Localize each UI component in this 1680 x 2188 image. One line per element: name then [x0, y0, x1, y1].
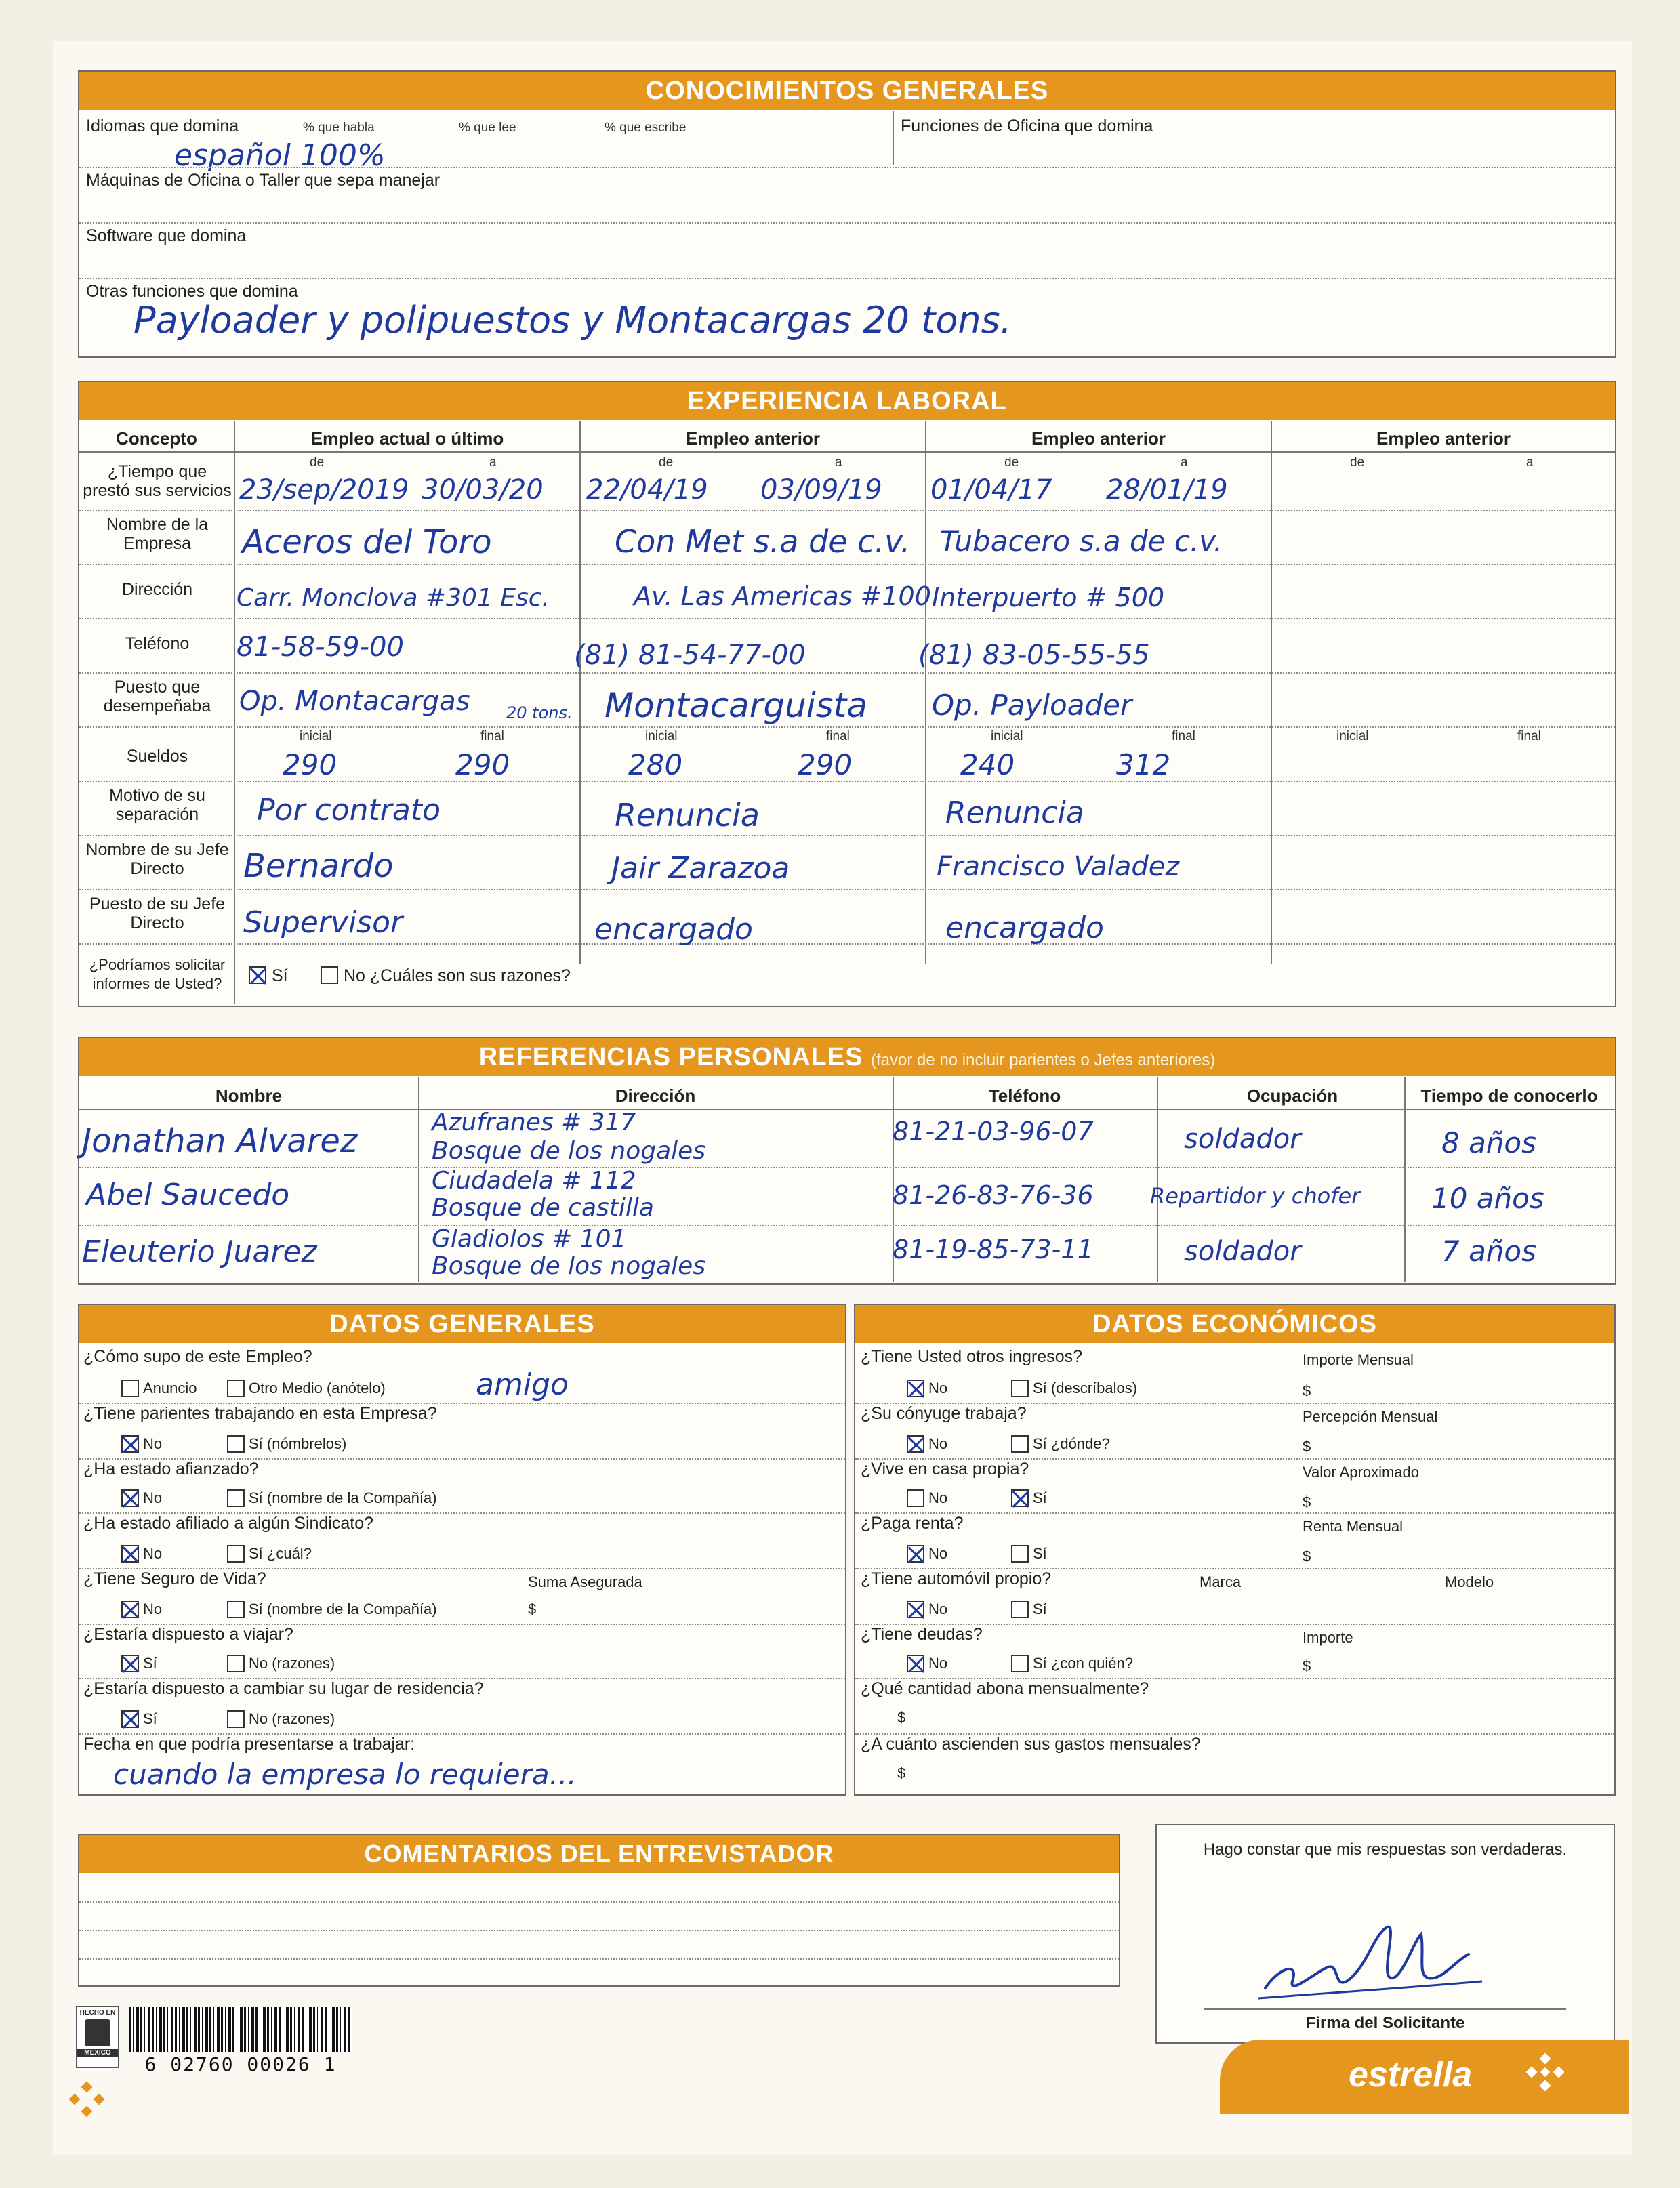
- sindicato-si-checkbox[interactable]: [227, 1545, 245, 1563]
- ingresos-si-checkbox[interactable]: [1011, 1380, 1029, 1397]
- ref1-ocupacion[interactable]: soldador: [1184, 1123, 1301, 1155]
- renta-mensual-label: Renta Mensual: [1303, 1518, 1403, 1535]
- renta-si-checkbox[interactable]: [1011, 1545, 1029, 1563]
- software-label: Software que domina: [86, 226, 247, 245]
- ref2-ocupacion[interactable]: Repartidor y chofer: [1150, 1183, 1361, 1209]
- modelo-label: Modelo: [1445, 1573, 1494, 1590]
- job3-sueldo-final[interactable]: 312: [1116, 748, 1171, 781]
- q-seguro-vida: ¿Tiene Seguro de Vida?: [83, 1569, 266, 1588]
- importe-label: Importe: [1303, 1629, 1353, 1646]
- row-nombre-empresa-label: Nombre de la Empresa: [106, 515, 209, 553]
- q-cambiar-residencia: ¿Estaría dispuesto a cambiar su lugar de residencia?: [83, 1679, 484, 1698]
- row-sueldos-label: Sueldos: [126, 747, 188, 766]
- barcode-number: 6 02760 00026 1: [144, 2053, 337, 2076]
- ref-col-telefono: Teléfono: [988, 1086, 1061, 1106]
- datos-economicos-header: DATOS ECONÓMICOS: [855, 1305, 1614, 1343]
- job2-empresa[interactable]: Con Met s.a de c.v.: [615, 523, 911, 560]
- job2-jefe[interactable]: Jair Zarazoa: [611, 851, 790, 886]
- star-ornament-icon: [68, 2080, 106, 2118]
- idiomas-value[interactable]: español 100%: [174, 138, 386, 173]
- signature-scribble[interactable]: [1252, 1914, 1496, 2008]
- anuncio-checkbox[interactable]: [121, 1380, 139, 1397]
- job1-direccion[interactable]: Carr. Monclova #301 Esc.: [237, 584, 550, 612]
- ref3-ocupacion[interactable]: soldador: [1184, 1236, 1301, 1267]
- informes-si-label: Sí: [272, 966, 288, 985]
- ref1-tiempo[interactable]: 8 años: [1441, 1126, 1537, 1159]
- referencias-section: [78, 1037, 1616, 1285]
- auto-no-label: No: [928, 1601, 948, 1617]
- final-label-1: final: [480, 729, 504, 743]
- parientes-si-label: Sí (nómbrelos): [249, 1435, 347, 1452]
- informes-si-checkbox[interactable]: [249, 966, 266, 984]
- renta-no-checkbox[interactable]: [907, 1545, 924, 1563]
- job1-puesto-jefe[interactable]: Supervisor: [243, 905, 403, 940]
- q-afianzado: ¿Ha estado afianzado?: [83, 1460, 259, 1479]
- q-abona-mensual: ¿Qué cantidad abona mensualmente?: [861, 1679, 1149, 1698]
- experiencia-section: [78, 381, 1616, 1007]
- marca-label: Marca: [1200, 1573, 1242, 1590]
- row-puesto-jefe-label: Puesto de su Jefe Directo: [89, 894, 226, 932]
- ref2-telefono[interactable]: 81-26-83-76-36: [893, 1180, 1094, 1210]
- datos-generales-header: DATOS GENERALES: [79, 1305, 845, 1343]
- q-fecha-presentarse: Fecha en que podría presentarse a trabajar:: [83, 1735, 415, 1754]
- ref2-dir2[interactable]: Bosque de castilla: [432, 1194, 654, 1222]
- firma-solicitante-label: Firma del Solicitante: [1305, 2014, 1465, 2032]
- residencia-si-label: Sí: [143, 1710, 157, 1727]
- datos-generales-section: [78, 1304, 846, 1796]
- a-label-4: a: [1526, 455, 1534, 470]
- row-informes-label: ¿Podríamos solicitar informes de Usted?: [89, 956, 226, 992]
- afianzado-no-label: No: [143, 1489, 163, 1506]
- deudas-no-label: No: [928, 1655, 948, 1672]
- job1-de[interactable]: 23/sep/2019: [239, 474, 409, 505]
- conocimientos-header: CONOCIMIENTOS GENERALES: [79, 72, 1615, 110]
- ref1-dir1[interactable]: Azufranes # 317: [432, 1109, 636, 1136]
- job1-empresa[interactable]: Aceros del Toro: [242, 523, 492, 561]
- ref2-tiempo[interactable]: 10 años: [1431, 1182, 1544, 1215]
- renta-dollar: $: [1303, 1548, 1311, 1565]
- row-jefe-label: Nombre de su Jefe Directo: [85, 840, 229, 878]
- hecho-en-mexico-seal: [76, 2006, 119, 2068]
- viajar-no-checkbox[interactable]: [227, 1655, 245, 1672]
- job2-sueldo-inicial[interactable]: 280: [628, 748, 683, 781]
- de-label-1: de: [310, 455, 325, 470]
- job2-a[interactable]: 03/09/19: [760, 474, 882, 505]
- deudas-dollar: $: [1303, 1657, 1311, 1674]
- comentarios-section: [78, 1834, 1120, 1987]
- sindicato-no-checkbox[interactable]: [121, 1545, 139, 1563]
- conyuge-no-label: No: [928, 1435, 948, 1452]
- job3-motivo[interactable]: Renuncia: [945, 796, 1084, 830]
- job1-puesto[interactable]: Op. Montacargas: [239, 686, 470, 717]
- job3-puesto[interactable]: Op. Payloader: [932, 688, 1132, 722]
- afianzado-si-checkbox[interactable]: [227, 1489, 245, 1507]
- job3-telefono[interactable]: (81) 83-05-55-55: [918, 640, 1150, 671]
- firma-section: [1155, 1824, 1615, 2044]
- job3-de[interactable]: 01/04/17: [930, 474, 1052, 505]
- otras-funciones-label: Otras funciones que domina: [86, 282, 298, 301]
- ingresos-no-label: No: [928, 1380, 948, 1397]
- job3-a[interactable]: 28/01/19: [1106, 474, 1228, 505]
- seal-icon: [85, 2019, 110, 2046]
- seguro-si-label: Sí (nombre de la Compañía): [249, 1601, 437, 1617]
- q-conyuge-trabaja: ¿Su cónyuge trabaja?: [861, 1404, 1027, 1423]
- q-parientes: ¿Tiene parientes trabajando en esta Empresa?: [83, 1404, 437, 1423]
- conyuge-si-checkbox[interactable]: [1011, 1435, 1029, 1453]
- importe-mensual-label: Importe Mensual: [1303, 1351, 1414, 1368]
- parientes-no-label: No: [143, 1435, 163, 1452]
- residencia-no-checkbox[interactable]: [227, 1710, 245, 1728]
- col-empleo-actual: Empleo actual o último: [310, 428, 504, 449]
- job2-puesto-jefe[interactable]: encargado: [594, 912, 753, 947]
- final-label-3: final: [1172, 729, 1195, 743]
- ref2-dir1[interactable]: Ciudadela # 112: [432, 1167, 636, 1195]
- a-label-2: a: [835, 455, 842, 470]
- row-puesto-label: Puesto que desempeñaba: [103, 678, 211, 716]
- row-tiempo-label: ¿Tiempo que prestó sus servicios: [83, 462, 232, 500]
- viajar-no-label: No (razones): [249, 1655, 335, 1672]
- seguro-si-checkbox[interactable]: [227, 1601, 245, 1618]
- auto-no-checkbox[interactable]: [907, 1601, 924, 1618]
- experiencia-header: EXPERIENCIA LABORAL: [79, 382, 1615, 420]
- final-label-4: final: [1517, 729, 1541, 743]
- parientes-si-checkbox[interactable]: [227, 1435, 245, 1453]
- residencia-si-checkbox[interactable]: [121, 1710, 139, 1728]
- ref1-nombre[interactable]: Jonathan Alvarez: [82, 1122, 358, 1160]
- q-deudas: ¿Tiene deudas?: [861, 1625, 983, 1644]
- hago-constar-text: Hago constar que mis respuestas son verdaderas.: [1203, 1840, 1568, 1859]
- conyuge-si-label: Sí ¿dónde?: [1033, 1435, 1110, 1452]
- ref3-dir2[interactable]: Bosque de los nogales: [432, 1252, 706, 1280]
- ingresos-no-checkbox[interactable]: [907, 1380, 924, 1397]
- a-label-3: a: [1181, 455, 1188, 470]
- referencias-title: REFERENCIAS PERSONALES: [478, 1043, 863, 1071]
- row-motivo-label: Motivo de su separación: [109, 786, 205, 824]
- q-como-supo: ¿Cómo supo de este Empleo?: [83, 1347, 312, 1366]
- referencias-header: [79, 1038, 1615, 1076]
- ref-col-nombre: Nombre: [215, 1086, 283, 1106]
- ref-col-direccion: Dirección: [615, 1086, 696, 1106]
- ref3-nombre[interactable]: Eleuterio Juarez: [82, 1235, 317, 1269]
- job3-sueldo-inicial[interactable]: 240: [960, 748, 1015, 781]
- comentarios-area[interactable]: [79, 1874, 1119, 1985]
- auto-si-label: Sí: [1033, 1601, 1047, 1617]
- renta-si-label: Sí: [1033, 1545, 1047, 1562]
- job2-telefono[interactable]: (81) 81-54-77-00: [574, 640, 806, 671]
- col-empleo-anterior-2: Empleo anterior: [1031, 428, 1166, 449]
- ingresos-dollar: $: [1303, 1382, 1311, 1399]
- job1-motivo[interactable]: Por contrato: [257, 793, 441, 827]
- comentarios-header: COMENTARIOS DEL ENTREVISTADOR: [79, 1835, 1119, 1873]
- datos-economicos-section: [854, 1304, 1616, 1796]
- afianzado-no-checkbox[interactable]: [121, 1489, 139, 1507]
- funciones-oficina-label: Funciones de Oficina que domina: [901, 117, 1153, 136]
- row-direccion-label: Dirección: [121, 580, 193, 599]
- idiomas-label: Idiomas que domina: [86, 117, 239, 136]
- barcode: [129, 2007, 352, 2052]
- job2-puesto[interactable]: Montacarguista: [605, 686, 867, 725]
- otro-medio-value[interactable]: amigo: [476, 1367, 569, 1402]
- ref3-tiempo[interactable]: 7 años: [1441, 1235, 1537, 1268]
- job3-jefe[interactable]: Francisco Valadez: [937, 851, 1180, 882]
- de-label-3: de: [1004, 455, 1019, 470]
- a-label-1: a: [489, 455, 497, 470]
- inicial-label-1: inicial: [300, 729, 332, 743]
- ref1-telefono[interactable]: 81-21-03-96-07: [893, 1117, 1094, 1147]
- job1-sueldo-final[interactable]: 290: [455, 748, 510, 781]
- row-telefono-label: Teléfono: [125, 634, 190, 653]
- abona-dollar: $: [897, 1709, 906, 1726]
- pct-escribe-label: % que escribe: [605, 121, 687, 135]
- job2-motivo[interactable]: Renuncia: [615, 797, 760, 833]
- conocimientos-section: [78, 70, 1616, 358]
- q-sindicato: ¿Ha estado afiliado a algún Sindicato?: [83, 1514, 374, 1533]
- inicial-label-4: inicial: [1336, 729, 1369, 743]
- ref2-nombre[interactable]: Abel Saucedo: [86, 1178, 290, 1212]
- parientes-no-checkbox[interactable]: [121, 1435, 139, 1453]
- referencias-note: (favor de no incluir parientes o Jefes anteriores): [871, 1051, 1216, 1069]
- job3-puesto-jefe[interactable]: encargado: [945, 911, 1104, 945]
- hecho-en-label: HECHO EN: [79, 2009, 116, 2017]
- deudas-si-checkbox[interactable]: [1011, 1655, 1029, 1672]
- q-paga-renta: ¿Paga renta?: [861, 1514, 964, 1533]
- col-concepto: Concepto: [116, 428, 197, 449]
- q-automovil: ¿Tiene automóvil propio?: [861, 1569, 1052, 1588]
- casa-no-label: No: [928, 1489, 948, 1506]
- viajar-si-checkbox[interactable]: [121, 1655, 139, 1672]
- ingresos-si-label: Sí (descríbalos): [1033, 1380, 1138, 1397]
- job1-jefe[interactable]: Bernardo: [243, 847, 394, 885]
- suma-asegurada-label: Suma Asegurada: [528, 1573, 642, 1590]
- de-label-2: de: [659, 455, 674, 470]
- mexico-label: MÉXICO: [77, 2049, 118, 2057]
- seguro-no-checkbox[interactable]: [121, 1601, 139, 1618]
- sindicato-no-label: No: [143, 1545, 163, 1562]
- percepcion-dollar: $: [1303, 1438, 1311, 1455]
- job2-direccion[interactable]: Av. Las Americas #100: [634, 581, 931, 611]
- q-viajar: ¿Estaría dispuesto a viajar?: [83, 1625, 293, 1644]
- otras-funciones-value[interactable]: Payloader y polipuestos y Montacargas 20 tons.: [134, 299, 1012, 342]
- casa-si-label: Sí: [1033, 1489, 1047, 1506]
- anuncio-label: Anuncio: [143, 1380, 197, 1397]
- fecha-presentarse-value[interactable]: cuando la empresa lo requiera...: [113, 1758, 577, 1791]
- job3-empresa[interactable]: Tubacero s.a de c.v.: [940, 524, 1223, 558]
- col-empleo-anterior-3: Empleo anterior: [1376, 428, 1511, 449]
- gastos-dollar: $: [897, 1764, 906, 1781]
- otro-medio-label: Otro Medio (anótelo): [249, 1380, 386, 1397]
- job2-sueldo-final[interactable]: 290: [798, 748, 853, 781]
- informes-no-label: No ¿Cuáles son sus razones?: [344, 966, 571, 985]
- sindicato-si-label: Sí ¿cuál?: [249, 1545, 312, 1562]
- job1-a[interactable]: 30/03/20: [422, 474, 544, 505]
- residencia-no-label: No (razones): [249, 1710, 335, 1727]
- job3-direccion[interactable]: Interpuerto # 500: [932, 583, 1165, 613]
- q-gastos-mensuales: ¿A cuánto ascienden sus gastos mensuales?: [861, 1735, 1201, 1754]
- afianzado-si-label: Sí (nombre de la Compañía): [249, 1489, 437, 1506]
- brand-logo: estrella: [1349, 2055, 1473, 2094]
- q-casa-propia: ¿Vive en casa propia?: [861, 1460, 1029, 1479]
- casa-no-checkbox[interactable]: [907, 1489, 924, 1507]
- ref3-dir1[interactable]: Gladiolos # 101: [432, 1225, 627, 1253]
- job2-de[interactable]: 22/04/19: [586, 474, 708, 505]
- deudas-si-label: Sí ¿con quién?: [1033, 1655, 1133, 1672]
- valor-dollar: $: [1303, 1493, 1311, 1510]
- percepcion-mensual-label: Percepción Mensual: [1303, 1408, 1438, 1425]
- maquinas-label: Máquinas de Oficina o Taller que sepa manejar: [86, 171, 441, 190]
- job1-puesto-extra[interactable]: 20 tons.: [506, 703, 573, 722]
- pct-habla-label: % que habla: [303, 121, 375, 135]
- job1-telefono[interactable]: 81-58-59-00: [237, 632, 404, 663]
- job1-sueldo-inicial[interactable]: 290: [283, 748, 337, 781]
- q-otros-ingresos: ¿Tiene Usted otros ingresos?: [861, 1347, 1083, 1366]
- suma-dollar: $: [528, 1601, 537, 1617]
- ref-col-ocupacion: Ocupación: [1246, 1086, 1338, 1106]
- pct-lee-label: % que lee: [459, 121, 516, 135]
- casa-si-checkbox[interactable]: [1011, 1489, 1029, 1507]
- informes-no-checkbox[interactable]: [321, 966, 338, 984]
- col-empleo-anterior-1: Empleo anterior: [686, 428, 820, 449]
- otro-medio-checkbox[interactable]: [227, 1380, 245, 1397]
- valor-aproximado-label: Valor Aproximado: [1303, 1464, 1420, 1481]
- ref-col-tiempo: Tiempo de conocerlo: [1420, 1086, 1598, 1106]
- renta-no-label: No: [928, 1545, 948, 1562]
- deudas-no-checkbox[interactable]: [907, 1655, 924, 1672]
- inicial-label-3: inicial: [991, 729, 1023, 743]
- de-label-4: de: [1350, 455, 1365, 470]
- brand-star-icon: [1525, 2052, 1565, 2092]
- ref1-dir2[interactable]: Bosque de los nogales: [432, 1137, 706, 1165]
- conyuge-no-checkbox[interactable]: [907, 1435, 924, 1453]
- viajar-si-label: Sí: [143, 1655, 157, 1672]
- final-label-2: final: [826, 729, 850, 743]
- inicial-label-2: inicial: [645, 729, 678, 743]
- auto-si-checkbox[interactable]: [1011, 1601, 1029, 1618]
- seguro-no-label: No: [143, 1601, 163, 1617]
- ref3-telefono[interactable]: 81-19-85-73-11: [893, 1235, 1094, 1264]
